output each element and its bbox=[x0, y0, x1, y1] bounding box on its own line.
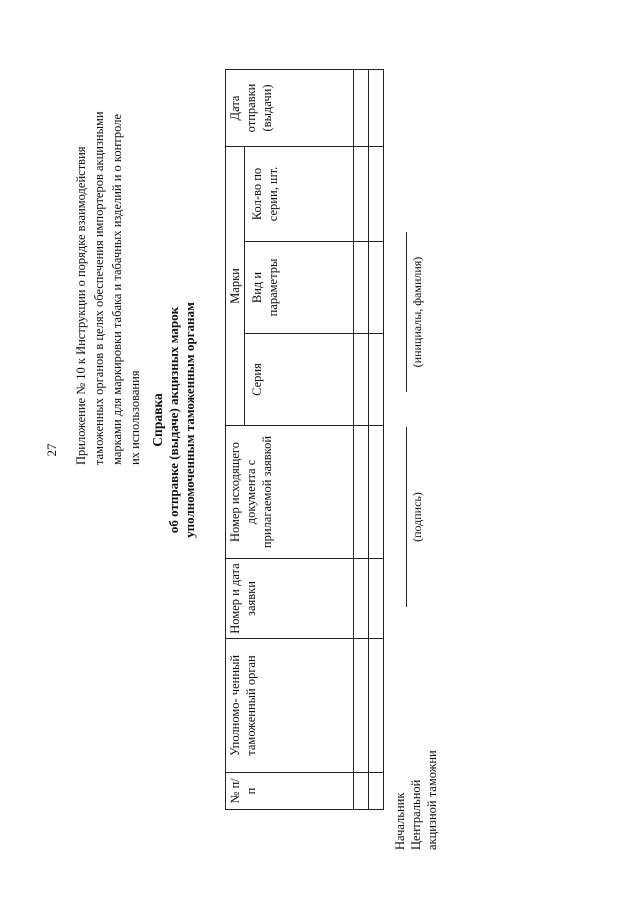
header-outgoing-document: Номер исходящего документа с прилагаемой заявкой bbox=[226, 426, 354, 559]
header-request: Номер и дата заявки bbox=[226, 559, 354, 639]
appendix-line: их использования bbox=[128, 370, 142, 465]
header-marks-group: Марки bbox=[226, 146, 245, 425]
header-authority: Уполномо- ченный таможенный орган bbox=[226, 639, 354, 773]
header-number: № п/п bbox=[226, 773, 354, 810]
signature-line bbox=[406, 427, 407, 607]
header-quantity: Кол-во по серии, шт. bbox=[245, 146, 354, 241]
title-line-3: уполномоченным таможенным органам bbox=[182, 302, 197, 538]
signer-position: Начальник Центральной акцизной таможни bbox=[393, 750, 439, 850]
table-header-row bbox=[226, 69, 245, 809]
appendix-line: Приложение № 10 к Инструкции о порядке взаимодействия bbox=[74, 146, 88, 465]
header-dispatch-date: Дата отправки (выдачи) bbox=[226, 69, 354, 146]
appendix-header bbox=[72, 15, 144, 465]
appendix-line: марками для маркировки табака и табачных изделий и о контроле bbox=[110, 113, 124, 465]
title-line-2: об отправке (выдаче) акцизных марок bbox=[166, 306, 181, 534]
name-line bbox=[406, 232, 407, 392]
page-number: 27 bbox=[44, 443, 59, 457]
appendix-line: таможенных органов в целях обеспечения импортеров акцизными bbox=[92, 111, 106, 465]
document-title bbox=[150, 250, 198, 590]
header-type: Вид и параметры bbox=[245, 242, 354, 334]
header-series: Серия bbox=[245, 334, 354, 426]
title-line-1: Справка bbox=[150, 393, 165, 447]
signature-caption: (подпись) bbox=[410, 492, 424, 542]
table-row bbox=[354, 69, 369, 809]
dispatch-table bbox=[225, 69, 384, 810]
signature-block bbox=[380, 0, 470, 860]
name-caption: (инициалы, фамилия) bbox=[410, 256, 424, 368]
